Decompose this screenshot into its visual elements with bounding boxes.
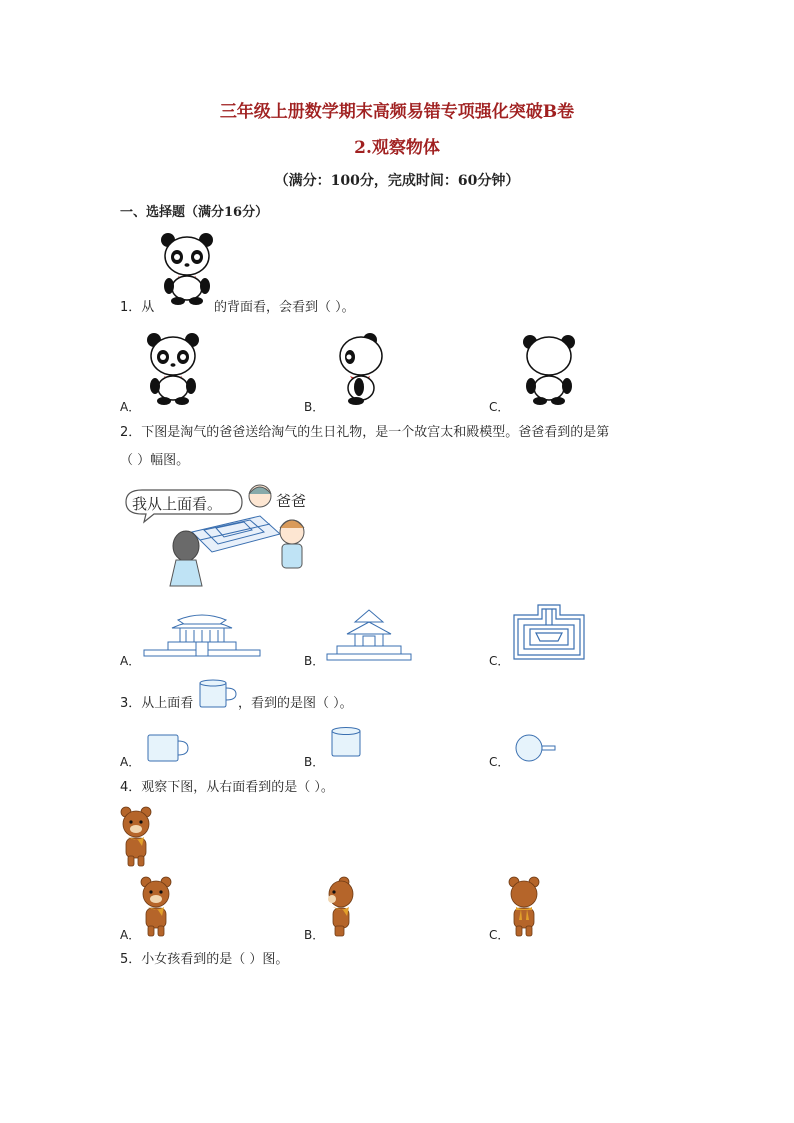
cup-option-b-image [330,726,362,758]
q2-line1: 2．下图是淘气的爸爸送给淘气的生日礼物，是一个故宫太和殿模型。爸爸看到的是第 [120,425,610,440]
page-title: 三年级上册数学期末高频易错专项强化突破B卷 [219,102,575,122]
palace-option-b-image [327,608,411,662]
q4-option-a[interactable]: A． [120,928,141,942]
q3-option-a[interactable]: A． [120,755,141,769]
panda-option-c-image [522,332,576,406]
palace-option-a-image [144,612,260,660]
speech-bubble-text: 我从上面看。 [132,495,223,513]
cup-option-c-image [514,733,558,763]
panda-front-image [160,232,214,306]
q3-suffix: ，看到的是图（ ）。 [238,696,353,711]
q1-suffix: 的背面看，会看到（ ）。 [214,300,355,315]
q4-option-b[interactable]: B． [304,928,325,942]
q3-option-c[interactable]: C． [489,755,510,769]
exam-info: （满分：100分，完成时间：60分钟） [274,173,520,189]
q4-option-c[interactable]: C． [489,928,510,942]
q4-text: 4．观察下图，从右面看到的是（ ）。 [120,780,334,795]
cup-image [198,679,238,709]
cup-option-a-image [146,733,190,763]
q2-option-c[interactable]: C． [489,654,510,668]
q2-line2: （ ）幅图。 [120,453,190,468]
bear-option-c-image [508,876,540,938]
bear-option-a-image [140,876,172,938]
q2-option-a[interactable]: A． [120,654,141,668]
q1-prefix: 1．从 [120,300,155,315]
q1-option-b[interactable]: B． [304,400,325,414]
father-label: 爸爸 [276,492,307,510]
q1-option-a[interactable]: A． [120,400,141,414]
q3-prefix: 3．从上面看 [120,696,194,711]
panda-option-b-image [336,332,386,406]
palace-option-c-image [512,603,586,661]
q3-option-b[interactable]: B． [304,755,325,769]
page-subtitle: 2.观察物体 [354,138,440,158]
panda-option-a-image [146,332,200,406]
bear-option-b-image [324,876,356,938]
q2-option-b[interactable]: B． [304,654,325,668]
q1-option-c[interactable]: C． [489,400,510,414]
bear-front-image [120,806,152,868]
section-title: 一、选择题（满分16分） [120,205,269,220]
q5-text: 5．小女孩看到的是（ ）图。 [120,952,289,967]
